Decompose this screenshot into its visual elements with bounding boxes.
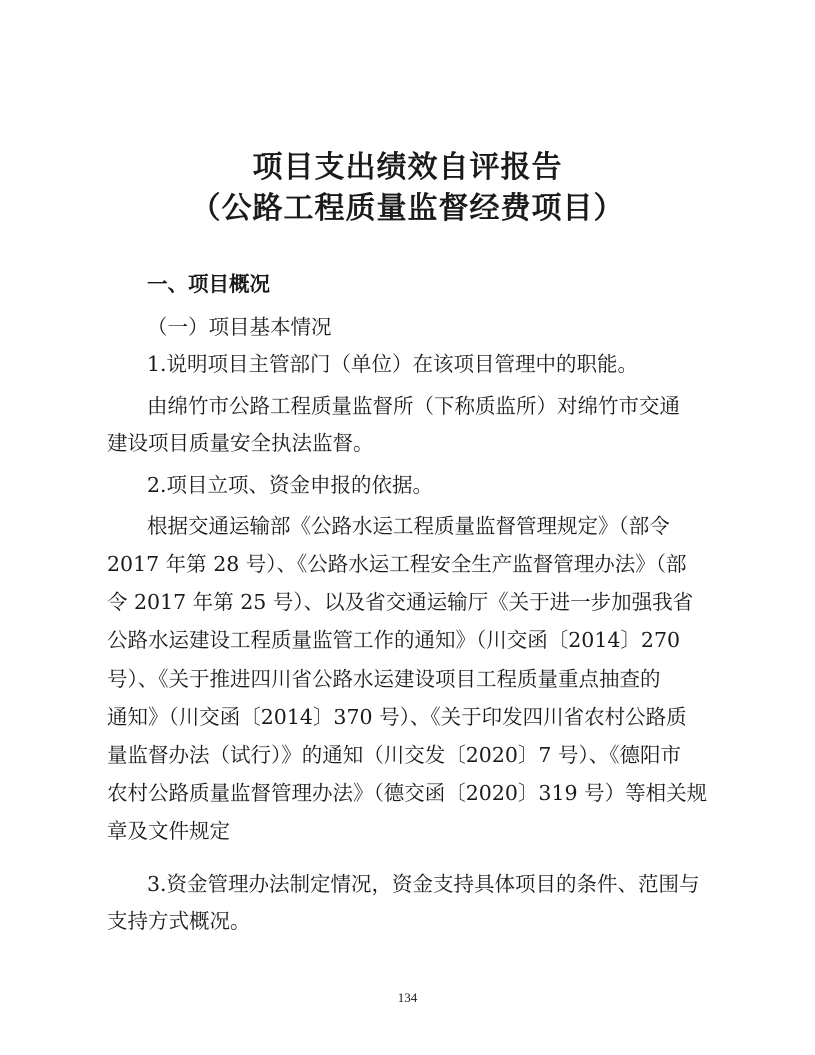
item-2-text: 2.项目立项、资金申报的依据。 [147,473,434,497]
paragraph-2-line: 章及文件规定 [107,819,230,843]
section-heading-project-overview: 一、项目概况 [147,272,270,296]
item-3-line: 支持方式概况。 [107,909,251,933]
paragraph-2-line: 量监督办法（试行）》的通知（川交发〔2020〕7 号）、《德阳市 [107,743,681,767]
paragraph-2-line: 根据交通运输部《公路水运工程质量监督管理规定》（部令 [147,514,670,538]
document-title: 项目支出绩效自评报告 [252,150,563,185]
paragraph-2-line: 公路水运建设工程质量监管工作的通知》（川交函〔2014〕270 [107,628,681,652]
paragraph-1-line: 由绵竹市公路工程质量监督所（下称质监所）对绵竹市交通 [147,394,680,418]
paragraph-2-line: 号）、《关于推进四川省公路水运建设项目工程质量重点抽查的 [107,667,661,691]
item-3-line: 3.资金管理办法制定情况，资金支持具体项目的条件、范围与 [147,872,700,896]
page-number: 134 [397,990,418,1005]
item-1-text: 1.说明项目主管部门（单位）在该项目管理中的职能。 [147,352,639,376]
paragraph-2-line: 农村公路质量监督管理办法》（德交函〔2020〕319 号）等相关规 [107,781,708,805]
paragraph-2-line: 通知》（川交函〔2014〕370 号）、《关于印发四川省农村公路质 [107,705,687,729]
document-subtitle: （公路工程质量监督经费项目） [190,191,625,226]
paragraph-2-line: 令 2017 年第 25 号）、以及省交通运输厅《关于进一步加强我省 [107,590,694,614]
paragraph-2-line: 2017 年第 28 号）、《公路水运工程安全生产监督管理办法》（部 [107,552,687,576]
paragraph-1-line: 建设项目质量安全执法监督。 [107,431,374,455]
subsection-heading-basic-info: （一）项目基本情况 [147,315,332,339]
